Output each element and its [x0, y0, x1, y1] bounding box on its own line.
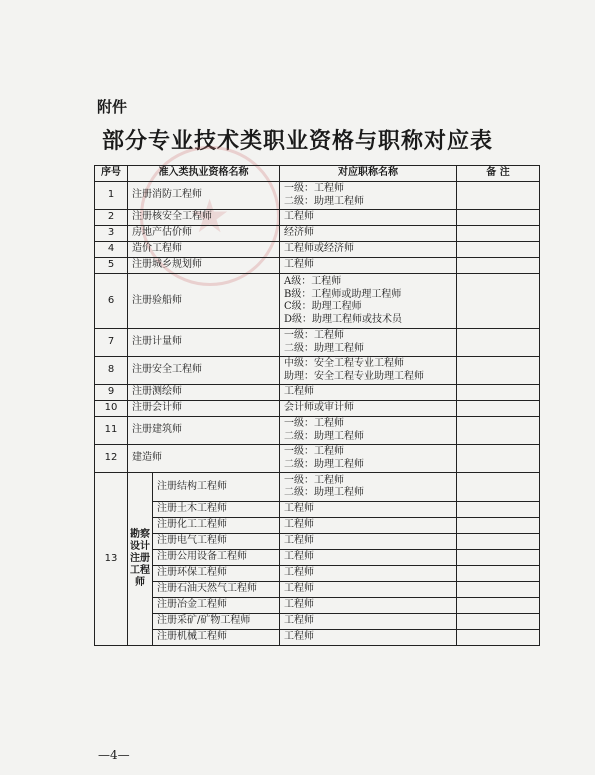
qualification-name: 房地产估价师: [128, 226, 280, 242]
title-cell: [280, 598, 457, 614]
qualification-name: 注册城乡规划师: [128, 258, 280, 274]
row-number: 6: [95, 274, 128, 329]
table-row: [95, 385, 540, 401]
title-cell: [280, 210, 457, 226]
title-cell: [280, 417, 457, 445]
title-line: 工程师: [284, 599, 314, 611]
qualification-name: 注册采矿/矿物工程师: [153, 614, 280, 630]
remark-cell: [457, 566, 540, 582]
qualification-name: 注册环保工程师: [153, 566, 280, 582]
header-remark: 备 注: [457, 166, 540, 182]
table-row: [95, 582, 540, 598]
remark-cell: [457, 614, 540, 630]
title-line: 二级：助理工程师: [284, 342, 364, 354]
table-row: [95, 274, 540, 329]
title-cell: [280, 182, 457, 210]
qualification-name: 注册公用设备工程师: [153, 550, 280, 566]
title-line: 工程师: [284, 503, 314, 515]
table-row: [95, 226, 540, 242]
attachment-label: 附件: [97, 98, 128, 116]
title-cell: [280, 582, 457, 598]
remark-cell: [457, 385, 540, 401]
qualification-name: 注册核安全工程师: [128, 210, 280, 226]
row-number: 12: [95, 445, 128, 473]
qualification-name: 注册电气工程师: [153, 534, 280, 550]
title-line: 中级：安全工程专业工程师: [284, 358, 404, 369]
title-line: 工程师: [284, 211, 314, 223]
title-line: 工程师: [284, 567, 314, 579]
title-cell: [280, 385, 457, 401]
title-line: 经济师: [284, 227, 314, 239]
row-number: 11: [95, 417, 128, 445]
qualification-name: 注册验船师: [128, 274, 280, 329]
remark-cell: [457, 582, 540, 598]
table-row: [95, 357, 540, 385]
title-line: 工程师: [284, 551, 314, 563]
category-label: [128, 473, 153, 646]
title-cell: [280, 445, 457, 473]
row-number: 5: [95, 258, 128, 274]
table-row: [95, 258, 540, 274]
row-number: 8: [95, 357, 128, 385]
table-row: [95, 210, 540, 226]
title-cell: [280, 473, 457, 502]
title-line: 二级：助理工程师: [284, 195, 364, 207]
remark-cell: [457, 473, 540, 502]
table-row: [95, 417, 540, 445]
remark-cell: [457, 630, 540, 646]
title-cell: [280, 226, 457, 242]
title-line: 工程师: [284, 519, 314, 531]
row-number: 4: [95, 242, 128, 258]
remark-cell: [457, 242, 540, 258]
header-qualification: 准入类执业资格名称: [128, 166, 280, 182]
remark-cell: [457, 401, 540, 417]
title-line: A级：工程师: [284, 276, 342, 287]
qualification-name: 注册建筑师: [128, 417, 280, 445]
title-cell: [280, 614, 457, 630]
title-line: 一级：工程师: [284, 183, 344, 194]
remark-cell: [457, 598, 540, 614]
title-line: 二级：助理工程师: [284, 487, 364, 498]
document-title: 部分专业技术类职业资格与职称对应表: [101, 128, 493, 154]
table-row: [95, 401, 540, 417]
title-line: 工程师或经济师: [284, 243, 354, 255]
title-cell: [280, 550, 457, 566]
qualification-name: 建造师: [128, 445, 280, 473]
category-line: 师: [135, 577, 145, 588]
title-line: 二级：助理工程师: [284, 458, 364, 470]
title-line: D级：助理工程师或技术员: [284, 313, 403, 325]
table-row: [95, 598, 540, 614]
table-row: [95, 534, 540, 550]
qualification-name: 造价工程师: [128, 242, 280, 258]
remark-cell: [457, 445, 540, 473]
table-row: [95, 614, 540, 630]
remark-cell: [457, 417, 540, 445]
title-line: 工程师: [284, 535, 314, 547]
title-cell: [280, 630, 457, 646]
title-line: 会计师或审计师: [284, 402, 354, 414]
title-cell: [280, 357, 457, 385]
title-line: 一级：工程师: [284, 446, 344, 457]
row-number: 7: [95, 329, 128, 357]
title-cell: [280, 274, 457, 329]
title-line: 工程师: [284, 386, 314, 398]
table-header-row: [95, 166, 540, 182]
title-cell: [280, 518, 457, 534]
category-line: 注册: [130, 553, 150, 564]
title-cell: [280, 566, 457, 582]
table-row: [95, 630, 540, 646]
table-row: [95, 182, 540, 210]
remark-cell: [457, 258, 540, 274]
qualification-name: 注册安全工程师: [128, 357, 280, 385]
qualification-name: 注册冶金工程师: [153, 598, 280, 614]
title-line: 工程师: [284, 631, 314, 643]
remark-cell: [457, 274, 540, 329]
page-number: —4—: [98, 748, 130, 762]
remark-cell: [457, 534, 540, 550]
category-line: 工程: [130, 565, 150, 576]
title-cell: [280, 534, 457, 550]
header-title-name: 对应职称名称: [280, 166, 457, 182]
qualification-name: 注册土木工程师: [153, 502, 280, 518]
title-line: 一级：工程师: [284, 418, 344, 429]
header-no: 序号: [95, 166, 128, 182]
qualification-name: 注册测绘师: [128, 385, 280, 401]
title-line: C级：助理工程师: [284, 301, 362, 312]
remark-cell: [457, 210, 540, 226]
seal-star-icon: ★: [189, 189, 231, 243]
title-cell: [280, 329, 457, 357]
table-row: [95, 242, 540, 258]
remark-cell: [457, 550, 540, 566]
row-number: 9: [95, 385, 128, 401]
remark-cell: [457, 518, 540, 534]
remark-cell: [457, 226, 540, 242]
title-line: 助理：安全工程专业助理工程师: [284, 370, 424, 382]
title-line: 工程师: [284, 259, 314, 271]
table-row: [95, 566, 540, 582]
category-line: 勘察: [130, 529, 150, 540]
row-number: 13: [95, 473, 128, 646]
row-number: 1: [95, 182, 128, 210]
qualification-name: 注册机械工程师: [153, 630, 280, 646]
qualification-name: 注册消防工程师: [128, 182, 280, 210]
remark-cell: [457, 502, 540, 518]
row-number: 10: [95, 401, 128, 417]
table-row: [95, 518, 540, 534]
title-line: 一级：工程师: [284, 330, 344, 341]
qualification-name: 注册会计师: [128, 401, 280, 417]
qualification-name: 注册化工工程师: [153, 518, 280, 534]
title-cell: [280, 502, 457, 518]
table-row: [95, 550, 540, 566]
qualification-name: 注册结构工程师: [153, 473, 280, 502]
table-row: [95, 329, 540, 357]
title-cell: [280, 401, 457, 417]
title-line: 工程师: [284, 615, 314, 627]
table-row: [95, 473, 540, 502]
qualification-name: 注册石油天然气工程师: [153, 582, 280, 598]
table-row: [95, 445, 540, 473]
title-cell: [280, 258, 457, 274]
title-line: B级：工程师或助理工程师: [284, 288, 402, 300]
remark-cell: [457, 357, 540, 385]
remark-cell: [457, 182, 540, 210]
title-cell: [280, 242, 457, 258]
row-number: 2: [95, 210, 128, 226]
table-row: [95, 502, 540, 518]
remark-cell: [457, 329, 540, 357]
qualification-table: [94, 165, 540, 646]
title-line: 二级：助理工程师: [284, 430, 364, 442]
title-line: 工程师: [284, 583, 314, 595]
qualification-name: 注册计量师: [128, 329, 280, 357]
row-number: 3: [95, 226, 128, 242]
category-line: 设计: [130, 541, 150, 552]
title-line: 一级：工程师: [284, 474, 344, 486]
